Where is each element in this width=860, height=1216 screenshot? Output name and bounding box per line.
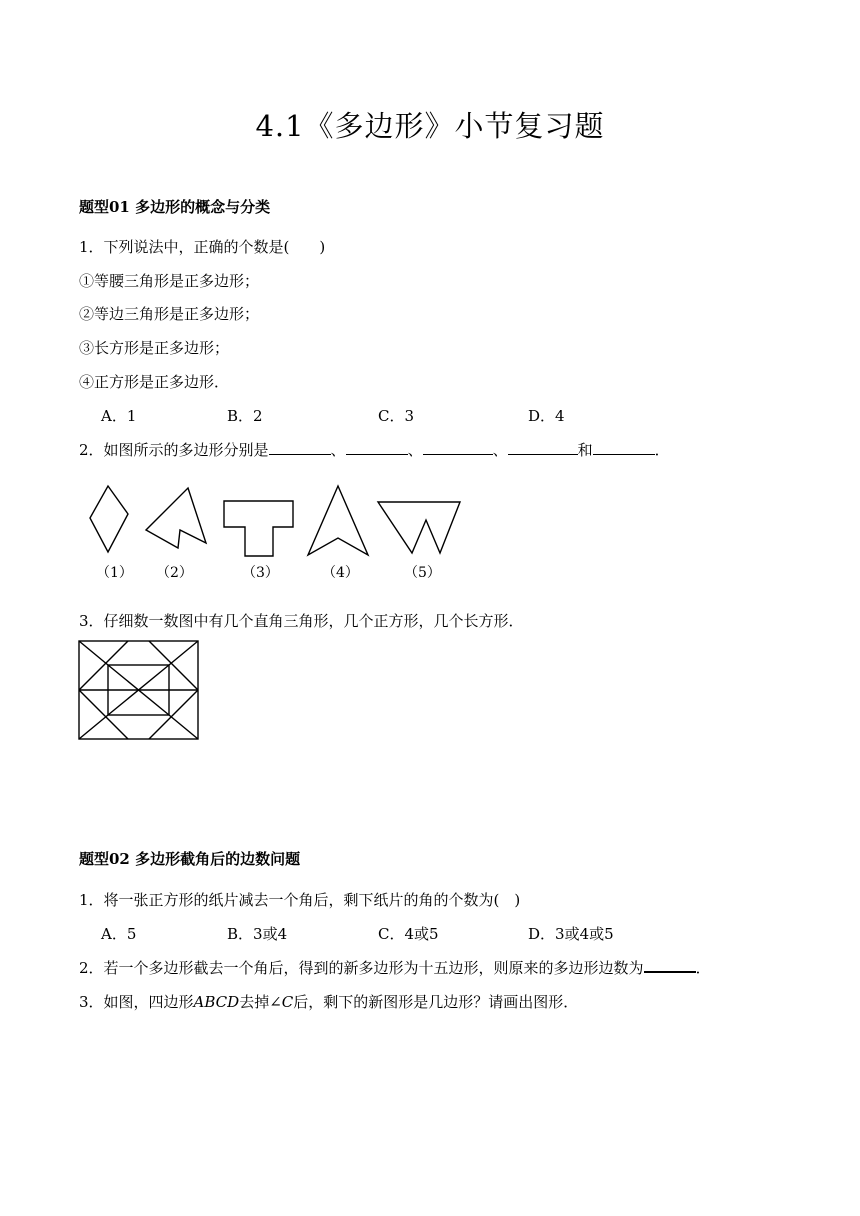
corner-segment xyxy=(169,715,198,739)
option-b[interactable]: B．3或4 xyxy=(227,925,288,943)
option-d[interactable]: D．3或4或5 xyxy=(528,925,614,943)
answer-blank-3[interactable] xyxy=(423,440,493,455)
polygon-4-shape xyxy=(308,486,368,555)
answer-blank[interactable] xyxy=(644,957,696,973)
separator-3: 、 xyxy=(492,441,508,459)
question-1-stem: 1．下列说法中，正确的个数是( ) xyxy=(79,238,326,256)
statement-3: ③长方形是正多边形； xyxy=(79,339,230,357)
rectangle-count-figure xyxy=(78,640,200,741)
polygon-5-shape xyxy=(378,502,460,553)
separator-2: 、 xyxy=(407,441,423,459)
polygon-2-shape xyxy=(146,488,206,548)
conjunction: 和 xyxy=(577,441,593,459)
polygon-1-shape xyxy=(90,486,128,552)
question-3-stem: 3．仔细数一数图中有几个直角三角形，几个正方形，几个长方形． xyxy=(79,612,524,630)
figure-label-2: （2） xyxy=(156,565,193,581)
question-2-3-suffix: 后，剩下的新图形是几边形？请画出图形． xyxy=(293,993,579,1011)
question-2-stem xyxy=(79,439,670,460)
statement-2: ②等边三角形是正多边形； xyxy=(79,305,260,323)
separator-1: 、 xyxy=(330,441,346,459)
figure-label-5: （5） xyxy=(404,565,441,581)
option-a[interactable]: A．1 xyxy=(101,407,137,425)
section-heading-2: 题型02 多边形截角后的边数问题 xyxy=(79,850,301,868)
answer-blank-5[interactable] xyxy=(593,440,655,455)
question-2-3-mid: 去掉∠ xyxy=(239,993,282,1011)
page-title: 4.1《多边形》小节复习题 xyxy=(255,109,605,143)
option-c[interactable]: C．4或5 xyxy=(378,925,439,943)
option-c[interactable]: C．3 xyxy=(378,407,415,425)
polygon-3-shape xyxy=(224,501,293,556)
figure-label-3: （3） xyxy=(242,565,279,581)
option-a[interactable]: A．5 xyxy=(101,925,137,943)
statement-1: ①等腰三角形是正多边形； xyxy=(79,272,260,290)
answer-blank-4[interactable] xyxy=(508,440,578,455)
answer-blank-1[interactable] xyxy=(269,440,331,455)
question-2-3-stem xyxy=(79,991,578,1012)
figure-label-1: （1） xyxy=(96,565,133,581)
question-2-2-text: 2．若一个多边形截去一个角后，得到的新多边形为十五边形，则原来的多边形边数为 xyxy=(79,959,644,977)
figure-label-4: （4） xyxy=(322,565,359,581)
corner-segment xyxy=(169,641,198,665)
quadrilateral-name: ABCD xyxy=(193,993,240,1011)
statement-4: ④正方形是正多边形． xyxy=(79,373,230,391)
question-2-end: ． xyxy=(654,441,670,459)
option-b[interactable]: B．2 xyxy=(227,407,263,425)
question-2-3-prefix: 3．如图，四边形 xyxy=(79,993,194,1011)
angle-name: C xyxy=(281,993,294,1011)
corner-segment xyxy=(79,715,108,739)
corner-segment xyxy=(79,641,108,665)
question-2-2-end: ． xyxy=(695,959,711,977)
option-d[interactable]: D．4 xyxy=(528,407,565,425)
question-2-2-stem xyxy=(79,957,711,978)
answer-blank-2[interactable] xyxy=(346,440,408,455)
polygons-figure xyxy=(80,478,470,588)
question-2-prefix: 2．如图所示的多边形分别是 xyxy=(79,441,269,459)
question-2-1-stem: 1．将一张正方形的纸片减去一个角后，剩下纸片的角的个数为( ) xyxy=(79,891,521,909)
section-heading-1: 题型01 多边形的概念与分类 xyxy=(79,198,271,216)
